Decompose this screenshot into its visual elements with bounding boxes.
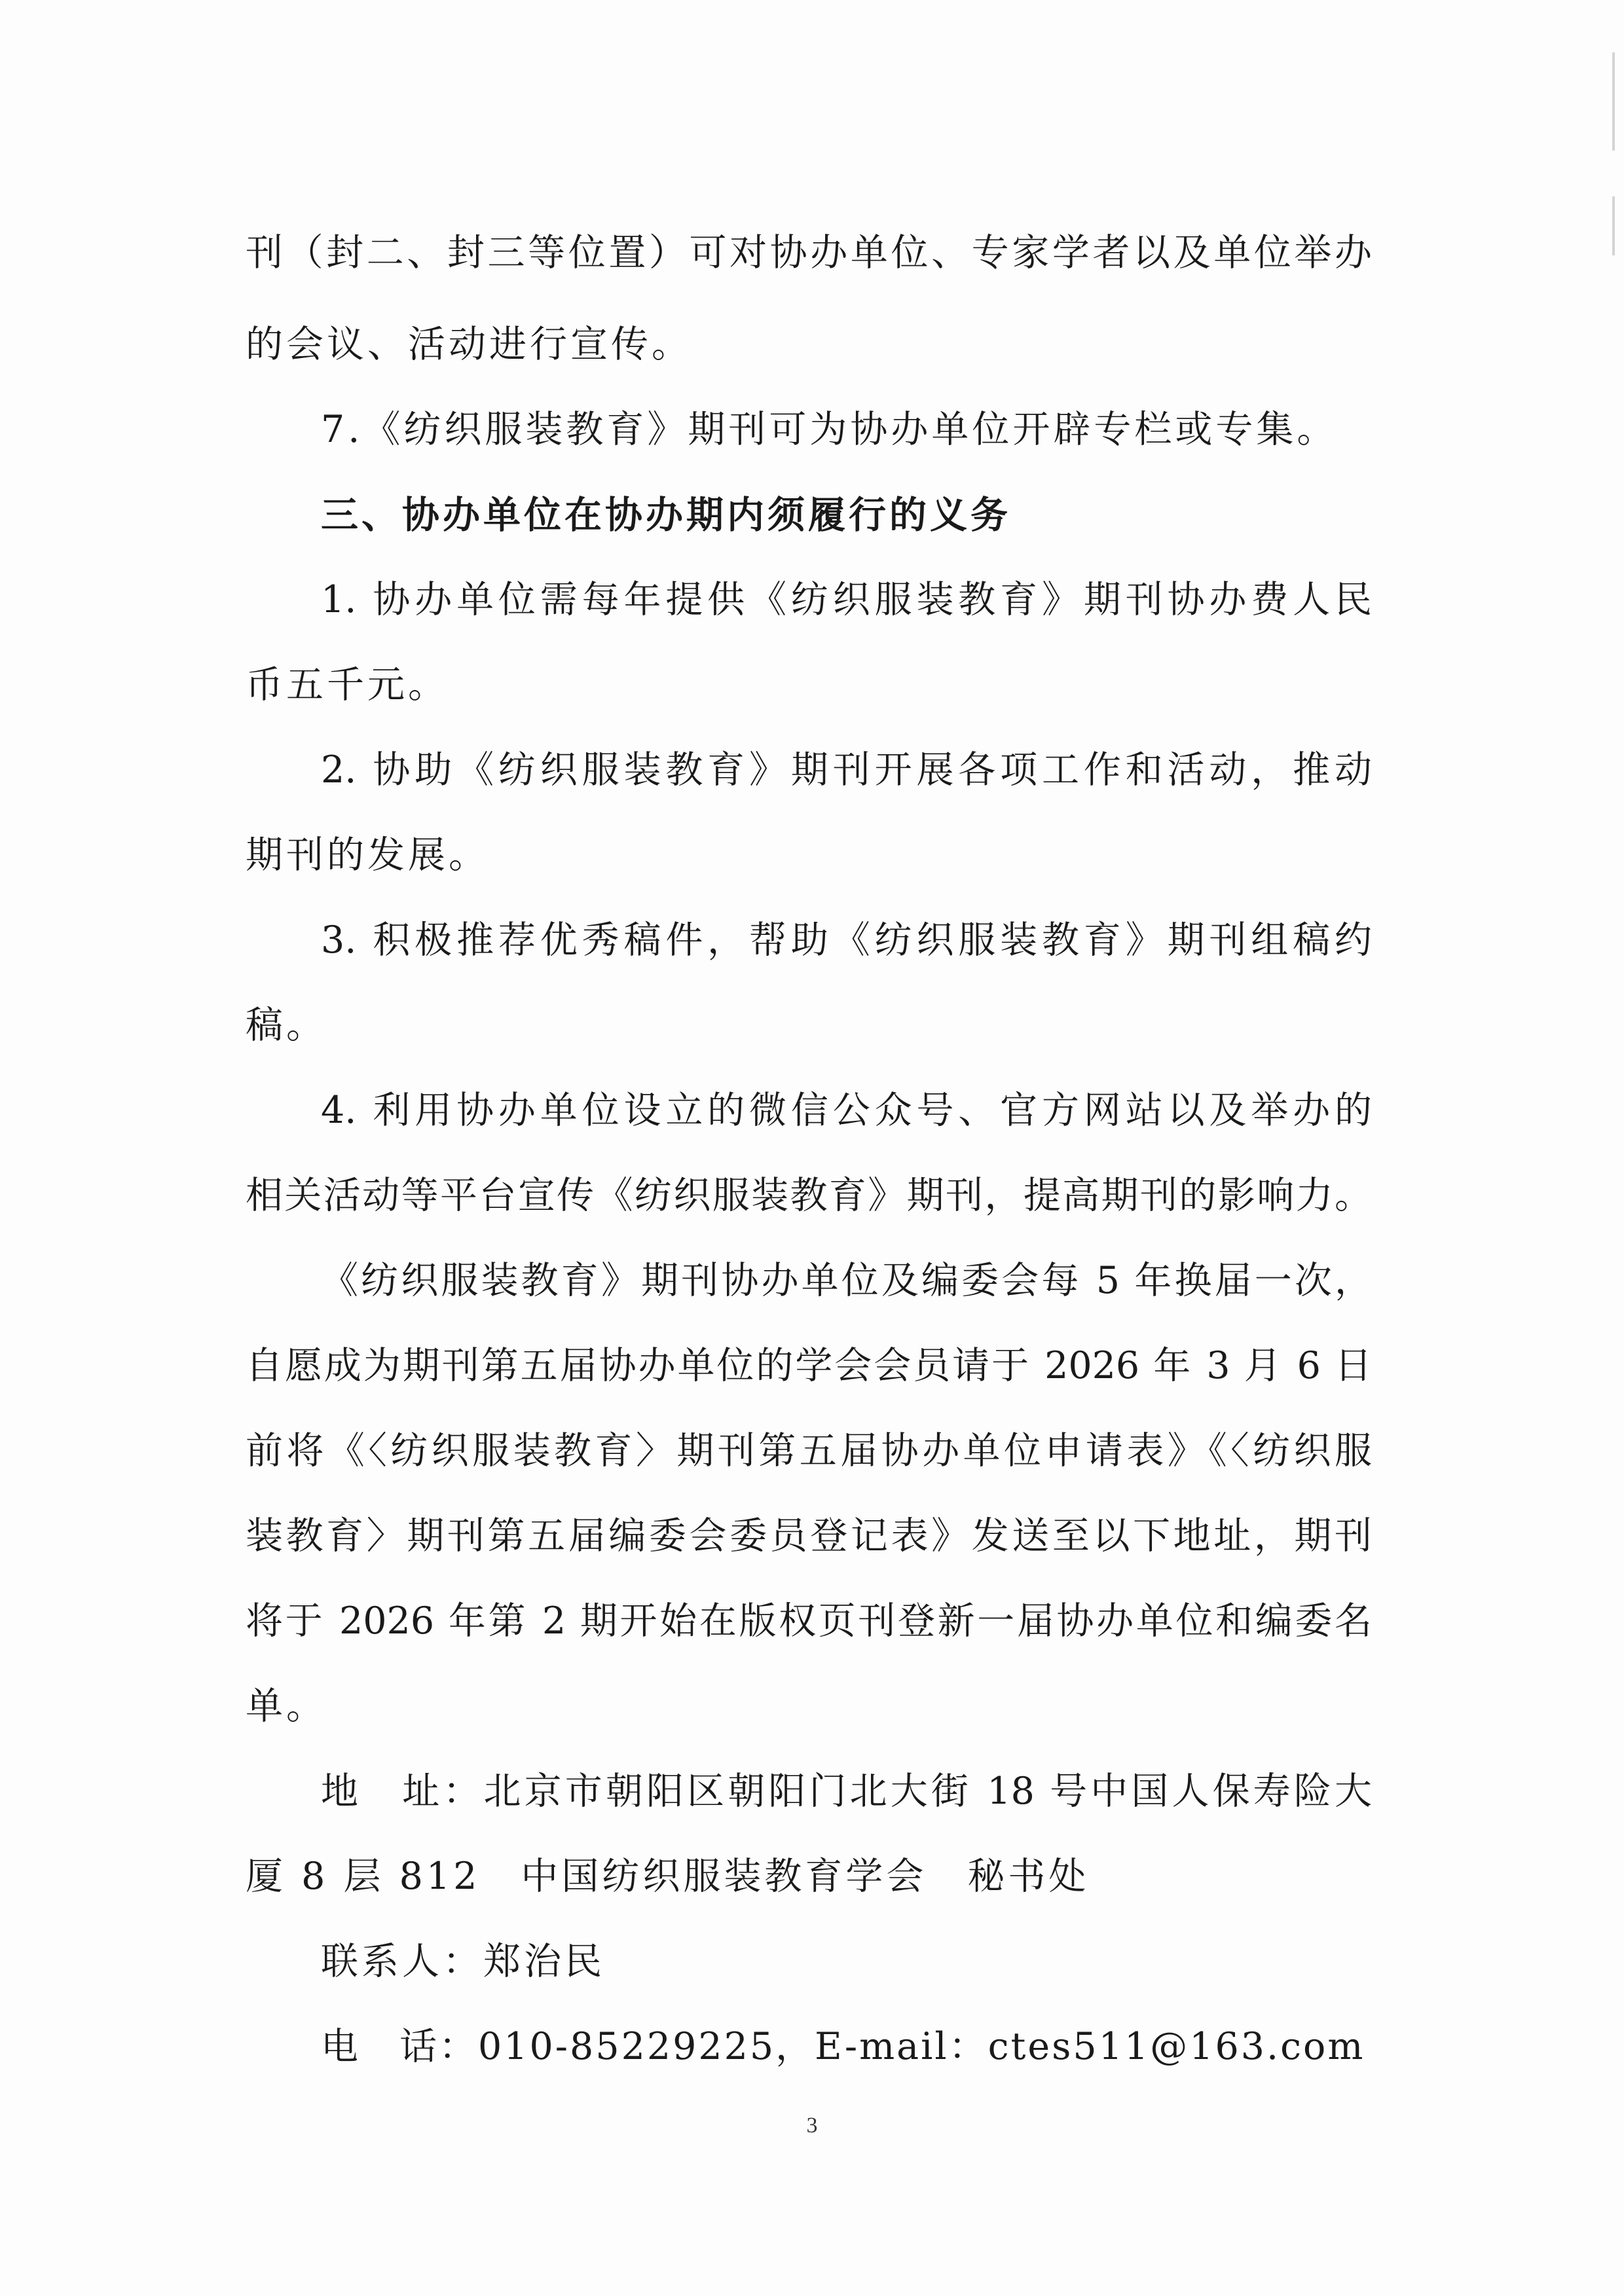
list-item-1: 1. 协办单位需每年提供《纺织服装教育》期刊协办费人民 (321, 578, 1372, 621)
list-item-1-continuation: 币五千元。 (246, 663, 449, 706)
list-item-3: 3. 积极推荐优秀稿件，帮助《纺织服装教育》期刊组稿约 (321, 919, 1372, 962)
scan-edge-mark (1612, 196, 1615, 255)
paragraph-line: 的会议、活动进行宣传。 (246, 323, 692, 366)
notice-paragraph-line: 单。 (246, 1685, 327, 1728)
list-item-3-continuation: 稿。 (246, 1004, 327, 1047)
page-number: 3 (806, 2113, 818, 2138)
list-item-7: 7.《纺织服装教育》期刊可为协办单位开辟专栏或专集。 (321, 408, 1338, 451)
list-item-4: 4. 利用协办单位设立的微信公众号、官方网站以及举办的 (321, 1089, 1372, 1132)
address-continuation: 厦 8 层 812 中国纺织服装教育学会 秘书处 (246, 1855, 1090, 1898)
contact-phone-email: 电 话：010-85229225，E-mail：ctes511@163.com (321, 2025, 1365, 2068)
notice-paragraph-line: 前将《〈纺织服装教育〉期刊第五届协办单位申请表》《〈纺织服 (246, 1429, 1372, 1472)
notice-paragraph-line: 装教育〉期刊第五届编委会委员登记表》发送至以下地址，期刊 (246, 1514, 1372, 1558)
notice-paragraph-line: 《纺织服装教育》期刊协办单位及编委会每 5 年换届一次， (321, 1259, 1372, 1302)
list-item-4-continuation: 相关活动等平台宣传《纺织服装教育》期刊，提高期刊的影响力。 (246, 1174, 1372, 1217)
notice-paragraph-line: 将于 2026 年第 2 期开始在版权页刊登新一届协办单位和编委名 (246, 1599, 1372, 1643)
scan-edge-mark (1612, 52, 1615, 151)
section-heading: 三、协办单位在协办期内须履行的义务 (321, 493, 1011, 537)
list-item-2: 2. 协助《纺织服装教育》期刊开展各项工作和活动，推动 (321, 748, 1372, 792)
contact-person: 联系人：郑治民 (321, 1940, 605, 1983)
notice-paragraph-line: 自愿成为期刊第五届协办单位的学会会员请于 2026 年 3 月 6 日 (246, 1344, 1372, 1387)
list-item-2-continuation: 期刊的发展。 (246, 833, 489, 877)
address-line: 地 址：北京市朝阳区朝阳门北大街 18 号中国人保寿险大 (321, 1770, 1372, 1813)
paragraph-line: 刊（封二、封三等位置）可对协办单位、专家学者以及单位举办 (246, 231, 1372, 274)
